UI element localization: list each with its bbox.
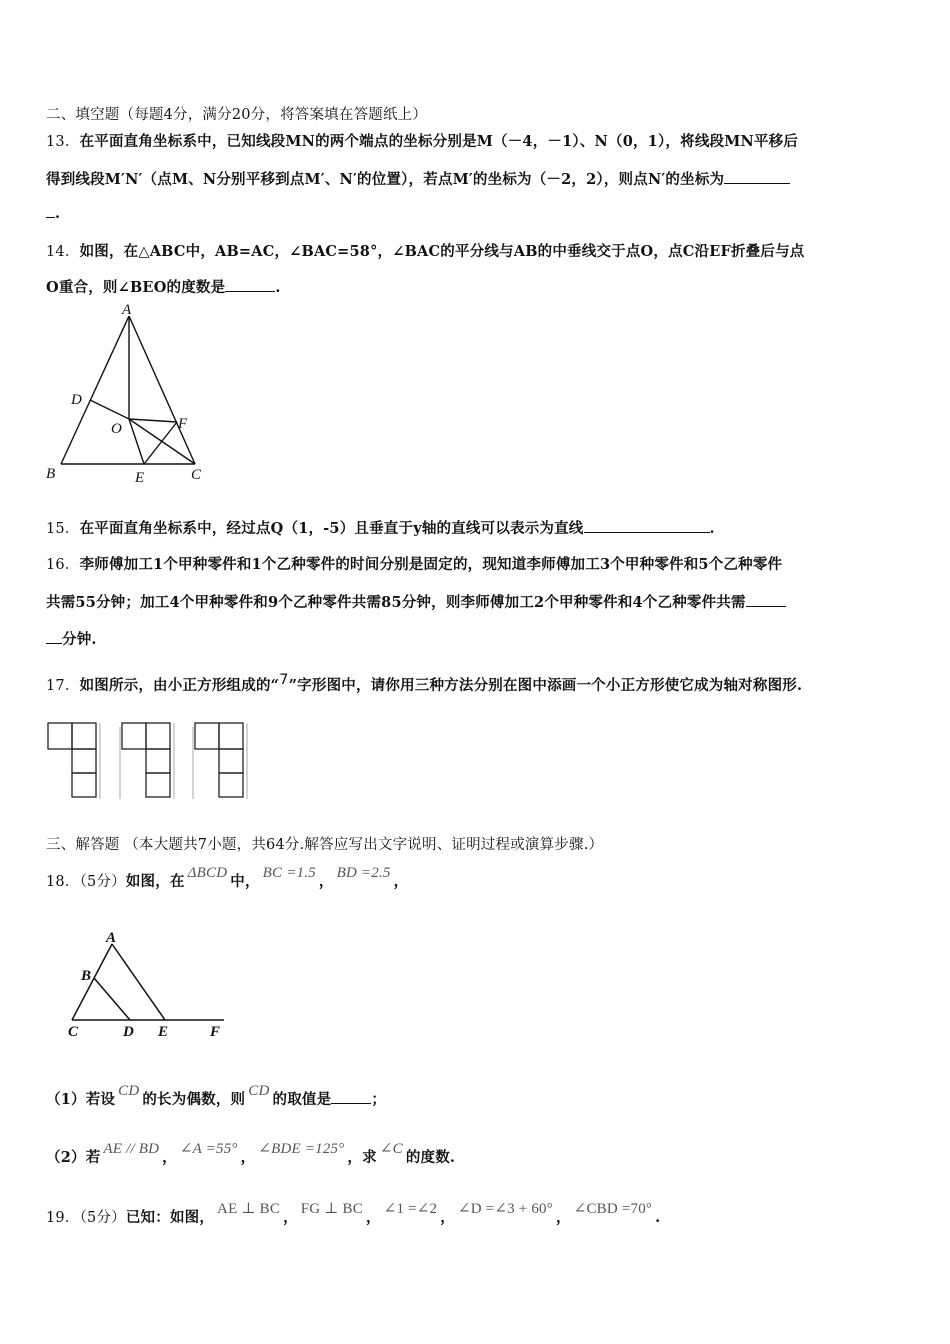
q18-part2-math-angle-c: ∠C (379, 1141, 403, 1157)
q18-part1-text-a: 若设 (85, 1091, 116, 1108)
q17-text-after: ”字形图中，请你用三种方法分别在图中添画一个小正方形使它成为轴对称图形. (288, 677, 803, 694)
q14-end: . (275, 279, 281, 296)
q18-sep-2: ， (393, 873, 409, 890)
q16-number: 16． (46, 557, 80, 573)
q18-text-1: 如图，在 (125, 873, 185, 890)
q13-line2 (46, 168, 790, 189)
q18-math-bd: BD =2.5 (336, 865, 391, 881)
q17-figures (40, 715, 260, 805)
q18-number: 18． (46, 874, 80, 890)
q16-answer-blank-cont[interactable] (46, 631, 62, 644)
q18-part1-text-c: 的取值是 (272, 1091, 332, 1108)
q15-end: . (709, 520, 715, 537)
q19-math-angle-1-2: ∠1 =∠2 (383, 1201, 438, 1217)
q19-math-fg-perp-bc: FG ⊥ BC (300, 1201, 363, 1217)
q18-part2-sep-1: ， (162, 1149, 177, 1166)
q18-part2-math-angle-a: ∠A =55° (179, 1141, 238, 1157)
q14-answer-blank[interactable] (225, 279, 275, 292)
q18-part2-text-c: 的度数. (405, 1149, 456, 1166)
q18-math-bc: BC =1.5 (262, 865, 316, 881)
q18-part1-answer-blank[interactable] (331, 1091, 371, 1104)
q19-sep-1: ， (283, 1209, 298, 1226)
q18-part1-math-cd-2: CD (248, 1083, 270, 1099)
segment-of (129, 419, 177, 422)
q18-math-triangle-bcd: ΔBCD (187, 865, 228, 881)
q13-text-1: 在平面直角坐标系中，已知线段MN的两个端点的坐标分别是M（－4，－1）、N（0，1），将线段MN平移后 (79, 133, 799, 150)
label-e: E (158, 1024, 169, 1040)
q13-end: . (55, 205, 61, 222)
q13-line1 (46, 130, 798, 151)
q19-sep-4: ， (555, 1209, 571, 1226)
q17-line (46, 674, 802, 695)
q13-answer-blank-cont[interactable] (46, 205, 55, 218)
section-3-title: 三、解答题 （本大题共7小题，共64分.解答应写出文字说明、证明过程或演算步骤.） (46, 837, 604, 853)
q14-triangle-figure (40, 300, 220, 490)
label-o: O (111, 421, 122, 437)
label-f: F (210, 1024, 221, 1040)
q18-part2-text-a: 若 (85, 1149, 101, 1166)
q15-number: 15． (46, 521, 80, 537)
q18-part2 (46, 1141, 456, 1167)
q16-line1 (46, 553, 782, 574)
seven-shape-1 (48, 723, 96, 797)
q19-sep-3: ， (440, 1209, 455, 1226)
q18-part1-label: （1） (46, 1091, 86, 1108)
q17-text-before: 如图所示，由小正方形组成的“ (79, 677, 280, 694)
q18-text-2: 中， (230, 873, 260, 890)
seven-shape-3 (195, 723, 243, 797)
label-d: D (71, 392, 82, 408)
q18-part2-math-parallel: AE // BD (103, 1141, 160, 1157)
q13-text-2: 得到线段M′N′（点M、N分别平移到点M′、N′的位置），若点M′的坐标为（－2，2），则点N′的坐标为 (46, 171, 725, 188)
q14-number: 14． (46, 244, 80, 260)
label-e: E (135, 470, 145, 486)
q13-line3 (46, 205, 60, 222)
q19-number: 19． (46, 1210, 80, 1226)
segment-bd (94, 978, 130, 1020)
segment-ab (61, 316, 129, 464)
q18-line1 (46, 865, 409, 891)
label-b: B (46, 466, 56, 482)
q14-line1 (46, 240, 804, 261)
label-d: D (123, 1024, 134, 1040)
q17-number: 17． (46, 678, 80, 694)
q18-part1-end: ； (371, 1091, 387, 1108)
q19-math-angle-d: ∠D =∠3 + 60° (457, 1201, 553, 1217)
q16-text-1: 李师傅加工1个甲种零件和1个乙种零件的时间分别是固定的，现知道李师傅加工3个甲种零件和5个乙种零件 (79, 556, 783, 573)
q16-answer-blank[interactable] (746, 594, 786, 607)
q18-part1 (46, 1083, 387, 1109)
q15-answer-blank[interactable] (584, 520, 710, 533)
q19-end: . (655, 1209, 661, 1226)
section-2-title: 二、填空题（每题4分，满分20分，将答案填在答题纸上） (46, 107, 428, 123)
q18-part1-math-cd: CD (118, 1083, 140, 1099)
segment-ef (144, 422, 177, 464)
q18-part2-label: （2） (46, 1149, 86, 1166)
label-a: A (122, 302, 132, 318)
seven-shape-2 (122, 723, 170, 797)
q19-math-ae-perp-bc: AE ⊥ BC (217, 1201, 281, 1217)
q15-line (46, 517, 715, 538)
q14-text-1: 如图，在△ABC中，AB=AC，∠BAC=58°，∠BAC的平分线与AB的中垂线交于点O，点C沿EF折叠后与点 (79, 243, 805, 260)
q16-text-2: 共需55分钟；加工4个甲种零件和9个乙种零件共需85分钟，则李师傅加工2个甲种零件和4个乙种零件共需 (46, 594, 746, 611)
q16-line3 (46, 628, 97, 649)
segment-do (90, 400, 129, 419)
q18-part1-text-b: 的长为偶数，则 (142, 1091, 246, 1108)
q18-sep-1: ， (318, 873, 334, 890)
label-f: F (178, 416, 188, 432)
q18-figure (44, 922, 234, 1044)
label-b: B (81, 968, 92, 984)
q14-line2 (46, 276, 281, 297)
segment-oe (129, 419, 144, 464)
label-c: C (68, 1024, 79, 1040)
q19-line (46, 1201, 661, 1227)
q15-text: 在平面直角坐标系中，经过点Q（1，-5）且垂直于y轴的直线可以表示为直线 (79, 520, 584, 537)
q16-line2 (46, 591, 786, 612)
label-a: A (106, 930, 117, 946)
q19-score: （5分） (79, 1210, 126, 1226)
q16-text-3: 分钟. (62, 631, 97, 648)
q19-math-angle-cbd: ∠CBD =70° (573, 1201, 653, 1217)
q19-text-1: 已知：如图， (125, 1209, 215, 1226)
q13-answer-blank[interactable] (724, 171, 790, 184)
q13-number: 13． (46, 134, 80, 150)
q19-sep-2: ， (365, 1209, 381, 1226)
q18-part2-math-angle-bde: ∠BDE =125° (258, 1141, 345, 1157)
q17-symbol: 7 (279, 672, 289, 688)
q18-score: （5分） (79, 874, 126, 890)
q18-part2-sep-2: ， (240, 1149, 256, 1166)
q18-part2-text-b: ，求 (347, 1149, 377, 1166)
label-c: C (191, 467, 202, 483)
q14-text-2: O重合，则∠BEO的度数是 (46, 279, 226, 296)
segment-ca (72, 944, 112, 1020)
